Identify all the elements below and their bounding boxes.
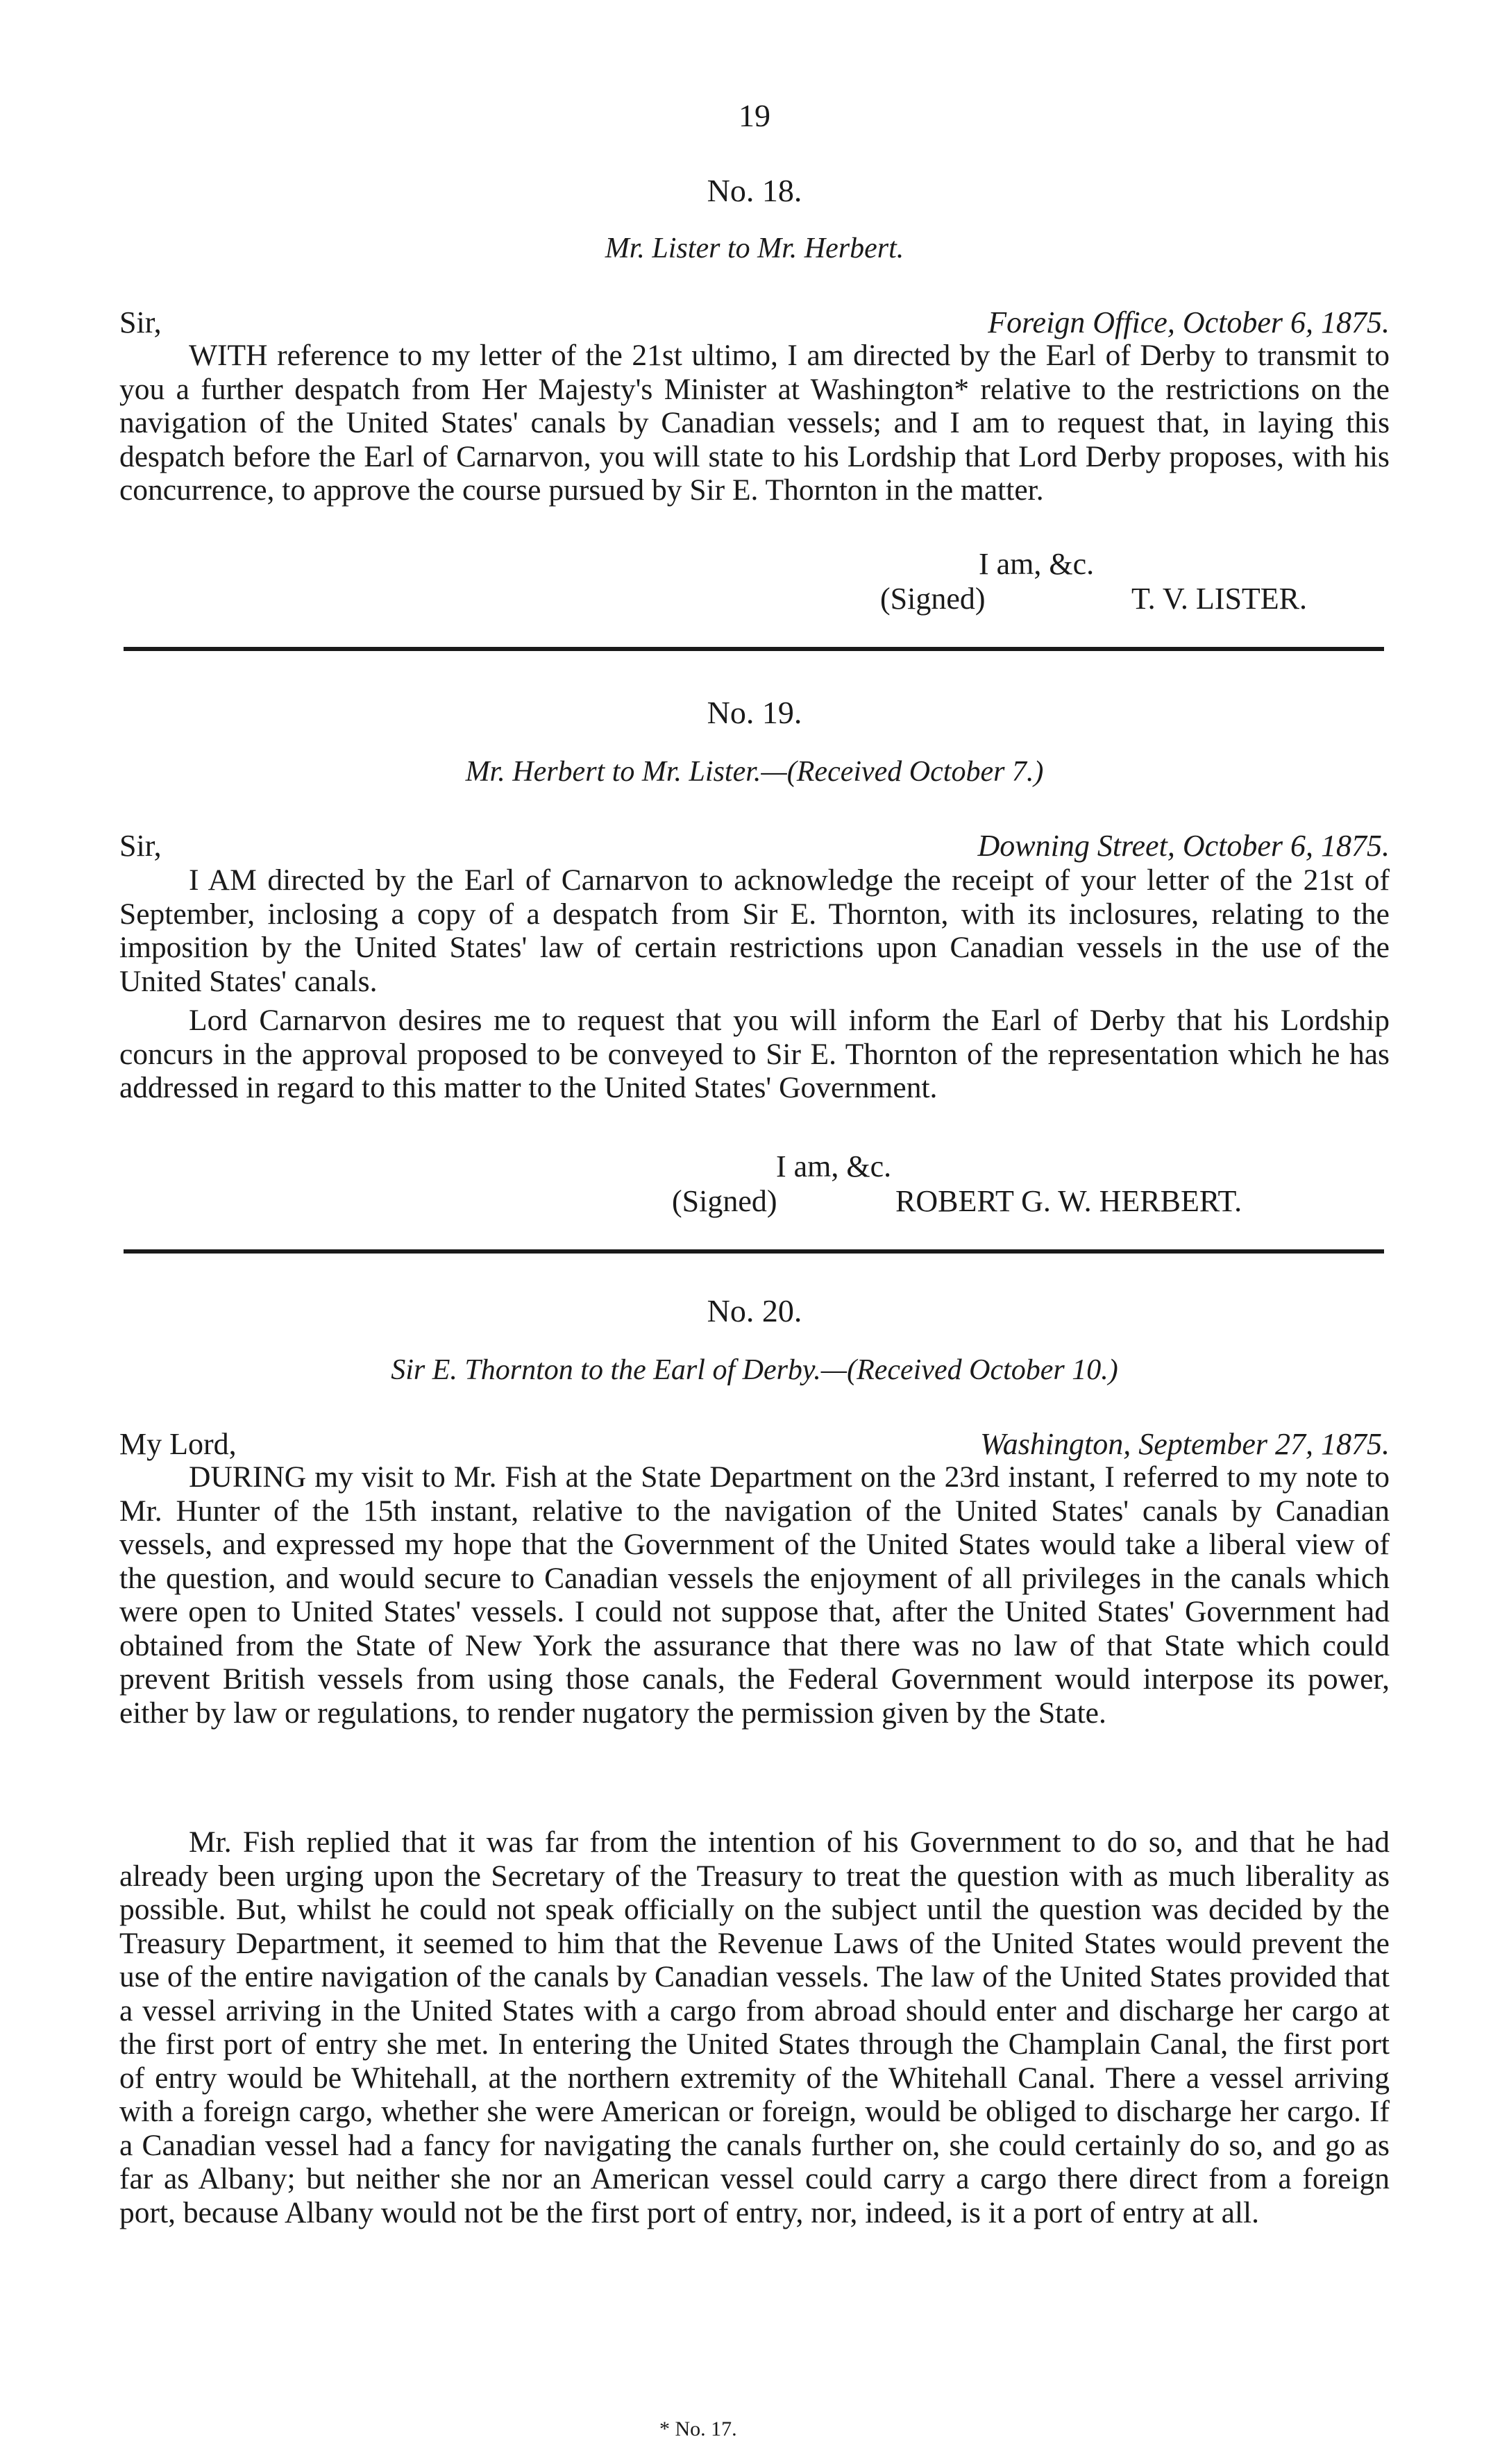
letter-heading: [0, 755, 1509, 788]
salutation-line: [119, 1427, 1390, 1462]
heading-title: Mr. Herbert to Mr. Lister.—: [465, 756, 787, 788]
heading-title: Sir E. Thornton to the Earl of Derby.—: [391, 1354, 848, 1386]
closing: I am, &c.: [776, 1149, 892, 1183]
letter-heading: [0, 1353, 1509, 1387]
place-date: Downing Street, October 6, 1875.: [977, 829, 1390, 863]
heading-received: (Received October 10.): [847, 1354, 1118, 1386]
salutation: Sir,: [119, 305, 162, 339]
letter-heading: Mr. Lister to Mr. Herbert.: [605, 233, 904, 264]
letter-paragraph: Lord Carnarvon desires me to request that you will inform the Earl of Derby that his Lordship concurs in the approval proposed to be conveyed to Sir E. Thornton of the representation which he has addressed in regard to this matter to the United States' Government.: [119, 1004, 1390, 1104]
salutation-line: [119, 829, 1390, 863]
signature: T. V. LISTER.: [1131, 582, 1308, 616]
letter-number: No. 19.: [707, 695, 802, 730]
letter-paragraph: WITH reference to my letter of the 21st ultimo, I am directed by the Earl of Derby to transmit to you a further despatch from Her Majesty's Minister at Washington* relative to the restrictions on the navigation of the United States' canals by Canadian vessels; and I am to request that, in laying this despatch before the Earl of Carnarvon, you will state to his Lordship that Lord Derby proposes, with his concurrence, to approve the course pursued by Sir E. Thornton in the matter.: [119, 339, 1390, 507]
salutation: My Lord,: [119, 1427, 237, 1461]
page-number: 19: [739, 98, 770, 133]
signature: ROBERT G. W. HERBERT.: [895, 1184, 1242, 1218]
salutation: Sir,: [119, 829, 162, 863]
place-date: Washington, September 27, 1875.: [980, 1427, 1390, 1461]
section-divider: [124, 1249, 1384, 1254]
place-date: Foreign Office, October 6, 1875.: [988, 305, 1390, 339]
letter-paragraph: Mr. Fish replied that it was far from the intention of his Government to do so, and that he had already been urging upon the Secretary of the Treasury to treat the question with as much liberality as possible. But, whilst he could not speak officially on the subject until the question was decided by the Treasury Department, it seemed to him that the Revenue Laws of the United States would prevent the use of the entire navigation of the canals by Canadian vessels. The law of the United States provided that a vessel arriving in the United States with a cargo from abroad should enter and discharge her cargo at the first port of entry she met. In entering the United States through the Champlain Canal, the first port of entry would be Whitehall, at the northern extremity of the Whitehall Canal. There a vessel arriving with a foreign cargo, whether she were American or foreign, would be obliged to discharge her cargo. If a Canadian vessel had a fancy for navigating the canals further on, she could certainly do so, and go as far as Albany; but neither she nor an American vessel could carry a cargo there direct from a foreign port, because Albany would not be the first port of entry, nor, indeed, is it a port of entry at all.: [119, 1825, 1390, 2229]
salutation-line: [119, 305, 1390, 340]
heading-received: (Received October 7.): [786, 756, 1044, 788]
letter-paragraph: DURING my visit to Mr. Fish at the State Department on the 23rd instant, I referred to my note to Mr. Hunter of the 15th instant, relative to the navigation of the United States' canals by Canadian vessels, and expressed my hope that the Government of the United States would take a liberal view of the question, and would secure to Canadian vessels the enjoyment of all privileges in the canals which were open to United States' vessels. I could not suppose that, after the United States' Government had obtained from the State of New York the assurance that there was no law of that State which could prevent British vessels from using those canals, the Federal Government would interpose its power, either by law or regulations, to render nugatory the permission given by the State.: [119, 1460, 1390, 1730]
closing: I am, &c.: [979, 547, 1095, 581]
letter-number: No. 20.: [707, 1293, 802, 1328]
section-divider: [124, 647, 1384, 651]
letter-number: No. 18.: [707, 173, 802, 208]
footnote: * No. 17.: [659, 2417, 737, 2440]
signed-label: (Signed): [672, 1184, 777, 1218]
letter-paragraph: I AM directed by the Earl of Carnarvon to acknowledge the receipt of your letter of the 21st of September, inclosing a copy of a despatch from Sir E. Thornton, with its inclosures, relating to the imposition by the United States' law of certain restrictions upon Canadian vessels in the use of the United States' canals.: [119, 863, 1390, 998]
signed-label: (Signed): [880, 582, 986, 616]
